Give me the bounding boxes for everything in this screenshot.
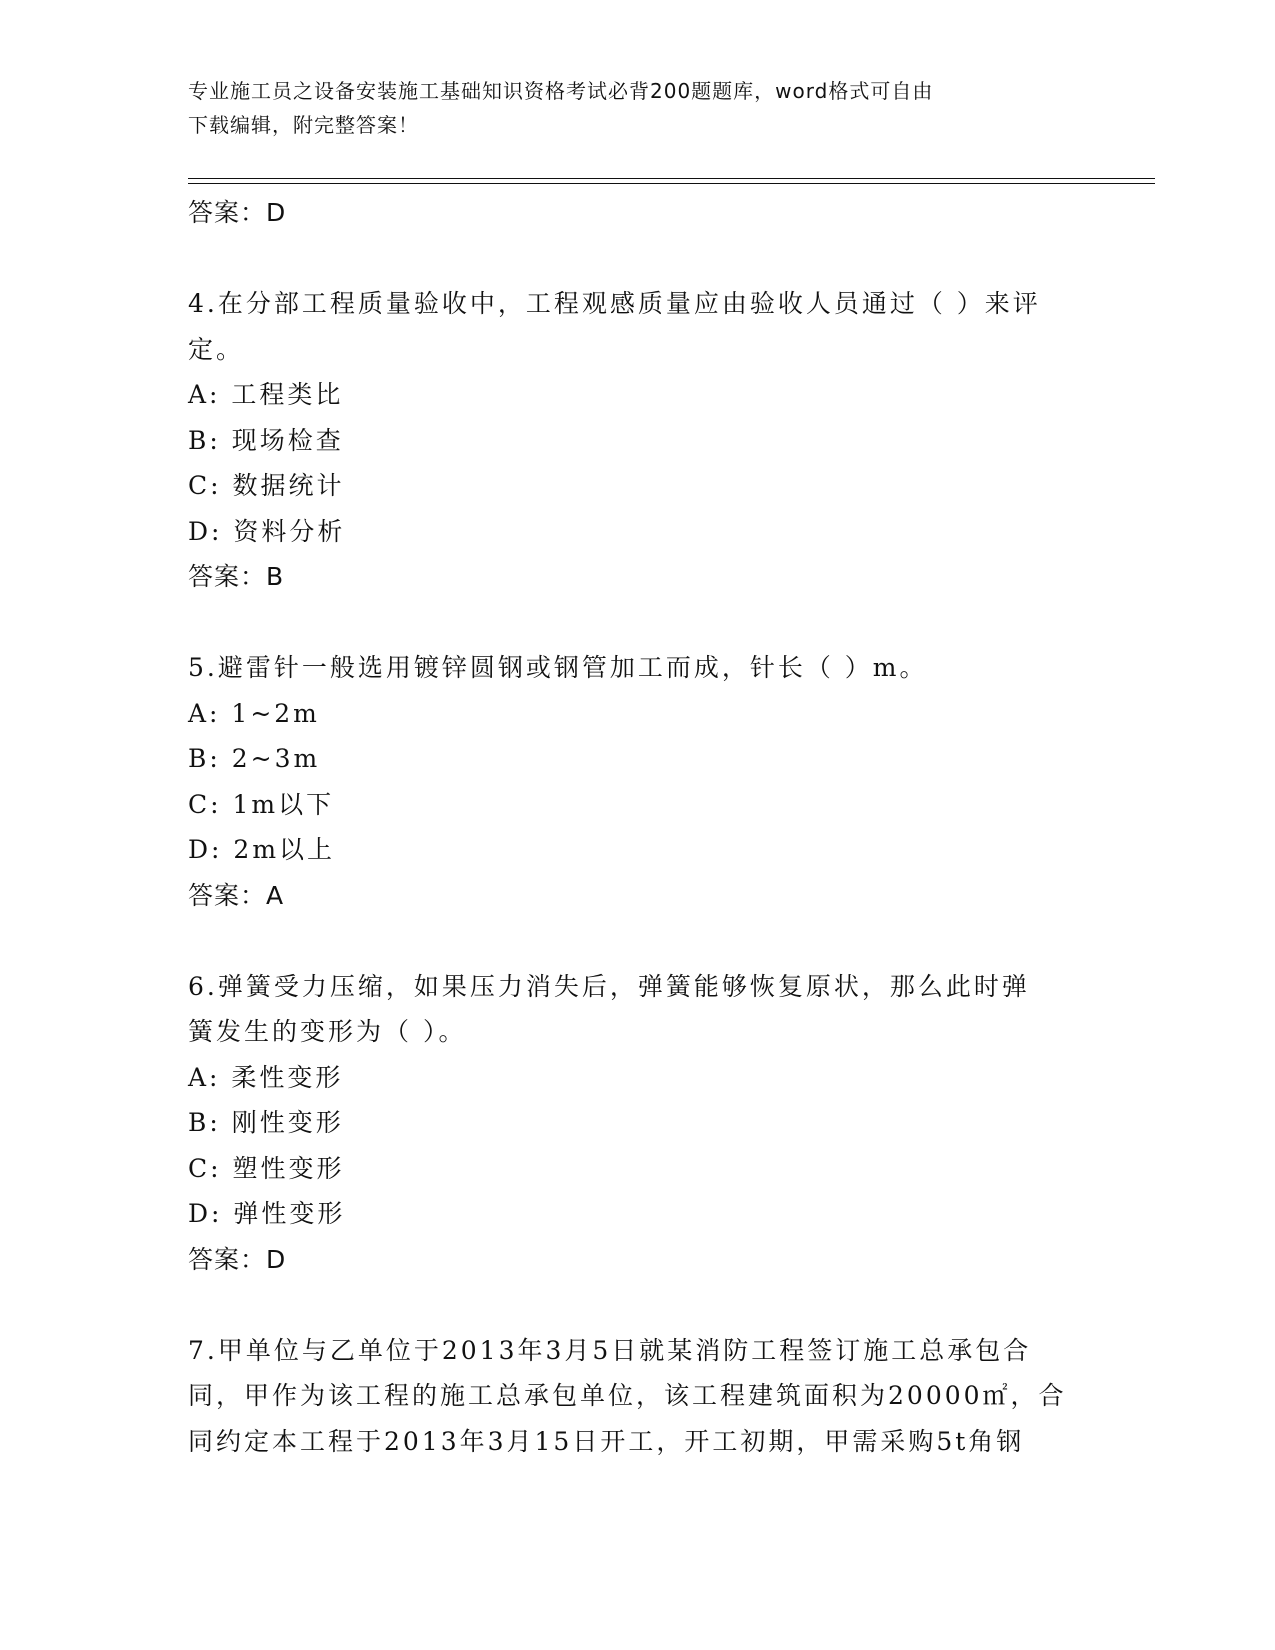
question-4 (188, 281, 1088, 600)
option-c: C: 1m以下 (188, 789, 335, 819)
question-stem-line: 7.甲单位与乙单位于2013年3月5日就某消防工程签订施工总承包合 (188, 1335, 1032, 1365)
question-stem-line: 簧发生的变形为（ ）。 (188, 1017, 467, 1046)
option-c: C: 数据统计 (188, 471, 345, 500)
option-d: D: 2m以上 (188, 835, 336, 864)
option-c: C: 塑性变形 (188, 1153, 345, 1183)
option-a: A: 1~2m (188, 698, 320, 728)
spacer (188, 1282, 1088, 1328)
spacer (188, 236, 1088, 282)
question-stem-line: 定。 (188, 334, 245, 364)
answer: 答案：B (188, 562, 285, 591)
option-a: A: 工程类比 (188, 380, 344, 409)
option-b: B: 2~3m (188, 744, 321, 773)
option-b: B: 刚性变形 (188, 1108, 344, 1137)
header-divider-bottom (188, 183, 1155, 184)
header-line-2: 下载编辑，附完整答案！ (188, 113, 419, 137)
previous-answer: 答案：D (188, 198, 287, 227)
question-stem-line: 同约定本工程于2013年3月15日开工，开工初期，甲需采购5t角钢 (188, 1426, 1025, 1456)
spacer (188, 600, 1088, 646)
question-stem-line: 同，甲作为该工程的施工总承包单位，该工程建筑面积为20000㎡，合 (188, 1381, 1067, 1410)
answer: 答案：D (188, 1244, 287, 1274)
option-a: A: 柔性变形 (188, 1062, 344, 1092)
answer: 答案：A (188, 880, 285, 910)
header-line-1: 专业施工员之设备安装施工基础知识资格考试必背200题题库，word格式可自由 (188, 79, 934, 103)
question-stem-line: 4.在分部工程质量验收中，工程观感质量应由验收人员通过（ ）来评 (188, 289, 1041, 318)
document-header (188, 74, 1088, 142)
option-d: D: 弹性变形 (188, 1199, 346, 1228)
question-stem-line: 5.避雷针一般选用镀锌圆钢或钢管加工而成，针长（ ）m。 (188, 653, 928, 682)
question-stem-line: 6.弹簧受力压缩，如果压力消失后，弹簧能够恢复原状，那么此时弹 (188, 971, 1030, 1001)
option-d: D: 资料分析 (188, 516, 346, 546)
question-list (188, 190, 1088, 1464)
option-b: B: 现场检查 (188, 425, 344, 455)
question-5 (188, 645, 1088, 918)
question-6 (188, 964, 1088, 1283)
question-7 (188, 1328, 1088, 1465)
header-divider-top (188, 178, 1155, 179)
spacer (188, 918, 1088, 964)
